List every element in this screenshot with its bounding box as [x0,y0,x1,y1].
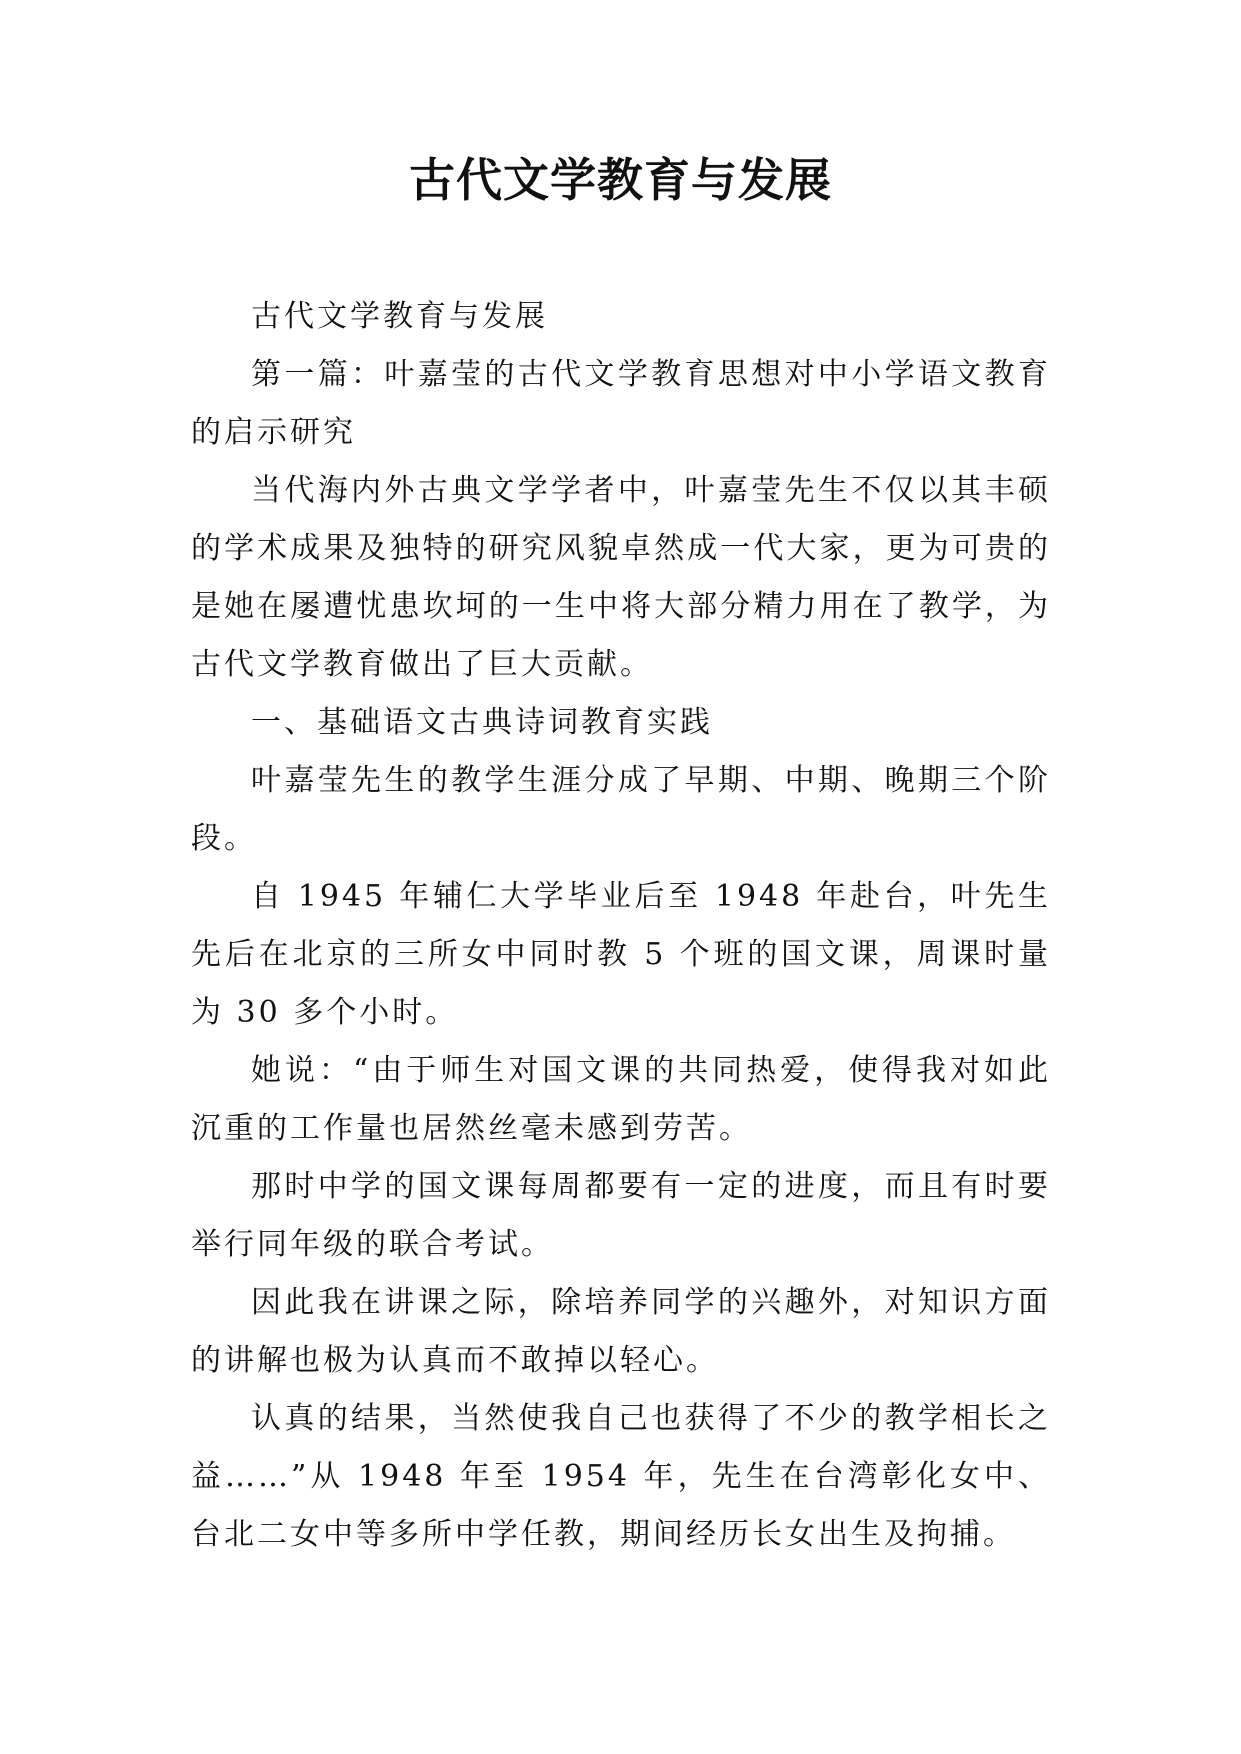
paragraph-heading: 古代文学教育与发展 [251,299,548,334]
document-title: 古代文学教育与发展 [409,153,832,207]
paragraph: 她说：“由于师生对国文课的共同热爱，使得我对如此沉重的工作量也居然丝毫未感到劳苦。 [191,1053,1051,1146]
paragraph: 叶嘉莹先生的教学生涯分成了早期、中期、晚期三个阶段。 [191,763,1051,856]
paragraph-subheading: 一、基础语文古典诗词教育实践 [251,705,713,740]
document-body [191,288,1051,1564]
paragraph: 那时中学的国文课每周都要有一定的进度，而且有时要举行同年级的联合考试。 [191,1169,1051,1262]
paragraph: 当代海内外古典文学学者中，叶嘉莹先生不仅以其丰硕的学术成果及独特的研究风貌卓然成一代大家，更为可贵的是她在屡遭忧患坎坷的一生中将大部分精力用在了教学，为古代文学教育做出了巨大贡献。 [191,473,1051,682]
paragraph: 因此我在讲课之际，除培养同学的兴趣外，对知识方面的讲解也极为认真而不敢掉以轻心。 [191,1285,1051,1378]
paragraph-section-title: 第一篇：叶嘉莹的古代文学教育思想对中小学语文教育的启示研究 [191,357,1051,450]
paragraph: 自 1945 年辅仁大学毕业后至 1948 年赴台，叶先生先后在北京的三所女中同时教 5 个班的国文课，周课时量为 30 多个小时。 [191,879,1051,1030]
paragraph: 认真的结果，当然使我自己也获得了不少的教学相长之益……”从 1948 年至 1954 年，先生在台湾彰化女中、台北二女中等多所中学任教，期间经历长女出生及拘捕。 [191,1401,1051,1552]
